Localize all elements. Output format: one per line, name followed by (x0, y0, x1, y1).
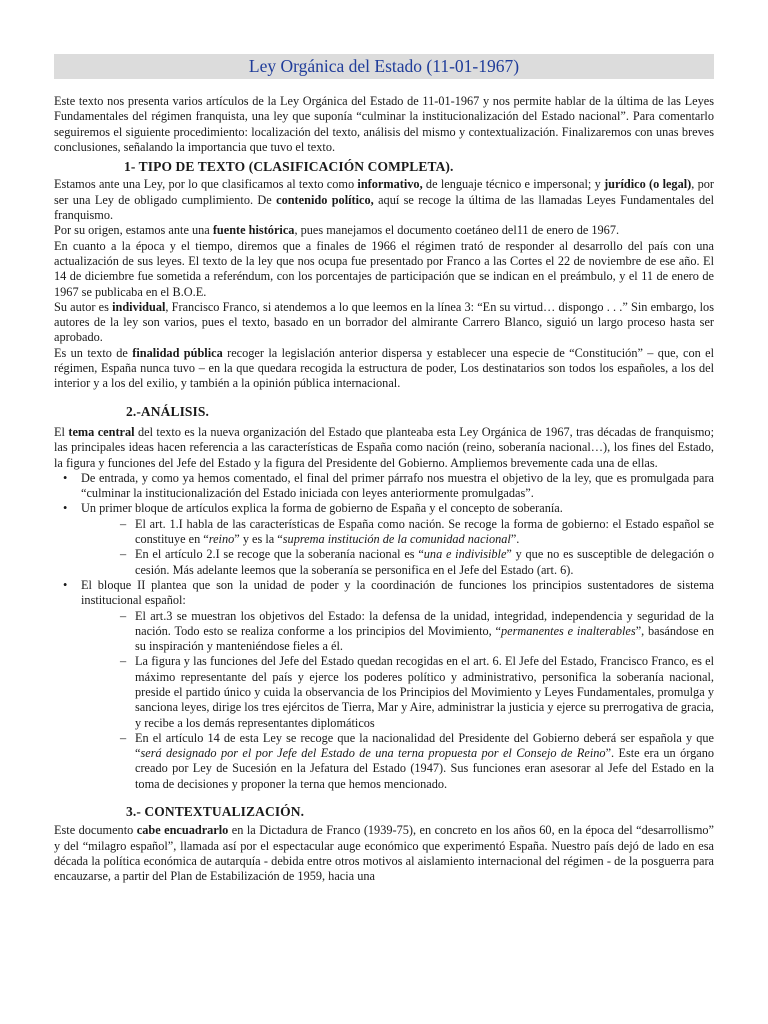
bullet-item: • Un primer bloque de artículos explica la forma de gobierno de España y el concepto de soberanía. – El art. 1.I habla de las características de España como nación. Se recoge la forma de gobierno: el Estado español se constituye en “reino” y es la “suprema institución de la comunidad nacional”. – En el artículo 2.I se recoge que la soberanía nacional es “una e indivisible” y que no es susceptible de delegación o cesión. Más adelante leemos que la soberanía se personifica en el Jefe del Estado (art. 6). (54, 501, 714, 577)
section-1-paragraph-1: Estamos ante una Ley, por lo que clasificamos al texto como informativo, de lenguaje técnico e impersonal; y jurídico (o legal), por ser una Ley de obligado cumplimiento. De contenido político, aquí se recoge la última de las llamadas Leyes Fundamentales del franquismo. (54, 177, 715, 223)
section-1-paragraph-5: Es un texto de finalidad pública recoger la legislación anterior dispersa y establecer una especie de “Constitución” – que, con el régimen, España nunca tuvo – en la que quedara recogida la estructura de poder, Los destinatarios son todos los españoles, a los del interior y a los del exilio, y también a la opinión pública internacional. (54, 345, 714, 391)
section-3-paragraph-1: Este documento cabe encuadrarlo en la Dictadura de Franco (1939-75), en concreto en los años 60, en la época del “desarrollismo” y del “milagro español”, llamada así por el espectacular auge económico que experimentó España. Nuestro país dejó de lado en esa década la política económica de autarquía - debida entre otros motivos al aislamiento internacional del régimen - de la posguerra para encauzarse, a partir del Plan de Estabilización de 1959, hacia una (54, 823, 714, 884)
section-2-paragraph-1: El tema central del texto es la nueva organización del Estado que planteaba esta Ley Orgánica de 1967, tras décadas de franquismo; las principales ideas hacen referencia a las características de España como nación (reino, soberanía nacional…), los fines del Estado, la figura y funciones del Jefe del Estado y la figura del Presidente del Gobierno. Ampliemos brevemente cada una de ellas. (54, 424, 714, 470)
dash-item: – En el artículo 2.I se recoge que la soberanía nacional es “una e indivisible” y que no es susceptible de delegación o cesión. Más adelante leemos que la soberanía se personifica en el Jefe del Estado (art. 6). (81, 547, 714, 578)
dash-item: – El art. 1.I habla de las características de España como nación. Se recoge la forma de gobierno: el Estado español se constituye en “reino” y es la “suprema institución de la comunidad nacional”. (81, 517, 714, 548)
dash-item: – La figura y las funciones del Jefe del Estado quedan recogidas en el art. 6. El Jefe del Estado, Francisco Franco, es el máximo representante del país y ejerce los poderes político y administrativo, personifica la soberanía nacional, preside el partido único y cuida la observancia de los Principios del Movimiento y Leyes Fundamentales, promulga y sanciona leyes, dirige los tres ejércitos de Tierra, Mar y Aire, administrar la justicia y ejerce su prerrogativa de gracia, y recibe a los demás representantes diplomáticos (81, 654, 714, 730)
section-3-heading: 3.- CONTEXTUALIZACIÓN. (126, 804, 305, 820)
document-title: Ley Orgánica del Estado (11-01-1967) (54, 54, 714, 79)
section-1-paragraph-3: En cuanto a la época y el tiempo, diremos que a finales de 1966 el régimen trató de responder al desarrollo del país con una actualización de sus leyes. El texto de la ley que nos ocupa fue presentado por Franco a las Cortes el 22 de noviembre de ese año. El 14 de diciembre fue sometida a referéndum, con los porcentajes de participación que se indican en el preámbulo, y el 11 de enero de 1967 se publicaba en el B.O.E. (54, 238, 714, 299)
dash-item: – En el artículo 14 de esta Ley se recoge que la nacionalidad del Presidente del Gobierno deberá ser española y que “será designado por el por Jefe del Estado de una terna propuesta por el Consejo de Reino”. Este era un órgano creado por Ley de Sucesión en la Jefatura del Estado (1947). Sus funciones eran asesorar al Jefe del Estado en la toma de decisiones y proponer la terna que hemos mencionado. (81, 731, 714, 792)
bullet-item: • El bloque II plantea que son la unidad de poder y la coordinación de funciones los principios sustentadores de sistema institucional español: – El art.3 se muestran los objetivos del Estado: la defensa de la unidad, integridad, independencia y seguridad de la nación. Todo esto se realiza conforme a los principios del Movimiento, “permanentes e inalterables”, basándose en su inspiración y manteniéndose fieles a él. – La figura y las funciones del Jefe del Estado quedan recogidas en el art. 6. El Jefe del Estado, Francisco Franco, es el máximo representante del país y ejerce los poderes político y administrativo, personifica la soberanía nacional, preside el partido único y cuida la observancia de los Principios del Movimiento y Leyes Fundamentales, promulga y sanciona leyes, dirige los tres ejércitos de Tierra, Mar y Aire, administrar la justicia y ejerce su prerrogativa de gracia, y recibe a los demás representantes diplomáticos – En el artículo 14 de esta Ley se recoge que la nacionalidad del Presidente del Gobierno deberá ser española y que “será designado por el por Jefe del Estado de una terna propuesta por el Consejo de Reino”. Este era un órgano creado por Ley de Sucesión en la Jefatura del Estado (1947). Sus funciones eran asesorar al Jefe del Estado en la toma de decisiones y proponer la terna que hemos mencionado. (54, 578, 714, 792)
analysis-bullet-list (54, 471, 714, 792)
section-2-heading: 2.-ANÁLISIS. (126, 403, 209, 419)
section-1-paragraph-4: Su autor es individual, Francisco Franco, si atendemos a lo que leemos en la línea 3: “En su virtud… dispongo . . .” Sin embargo, los autores de la ley son varios, pues el texto, basado en un borrador del almirante Carrero Blanco, siguió un largo proceso hasta ser aprobado. (54, 299, 714, 345)
intro-paragraph: Este texto nos presenta varios artículos de la Ley Orgánica del Estado de 11-01-1967 y nos permite hablar de la última de las Leyes Fundamentales del régimen franquista, una ley que suponía “culminar la institucionalización del Estado nacional”. Para comentarlo seguiremos el siguiente procedimiento: localización del texto, análisis del mismo y contextualización. Finalizaremos con unas breves conclusiones, señalando la importancia que tuvo el texto. (54, 94, 714, 154)
dash-list (81, 517, 714, 578)
section-1-heading: 1- TIPO DE TEXTO (CLASIFICACIÓN COMPLETA). (124, 159, 454, 175)
dash-item: – El art.3 se muestran los objetivos del Estado: la defensa de la unidad, integridad, independencia y seguridad de la nación. Todo esto se realiza conforme a los principios del Movimiento, “permanentes e inalterables”, basándose en su inspiración y manteniéndose fieles a él. (81, 609, 714, 655)
section-1-paragraph-2: Por su origen, estamos ante una fuente histórica, pues manejamos el documento coetáneo del11 de enero de 1967. (54, 223, 620, 238)
bullet-item: • De entrada, y como ya hemos comentado, el final del primer párrafo nos muestra el objetivo de la ley, que es promulgada para “culminar la institucionalización del Estado iniciada con leyes anteriormente promulgadas”. (54, 471, 714, 502)
dash-list (81, 609, 714, 793)
